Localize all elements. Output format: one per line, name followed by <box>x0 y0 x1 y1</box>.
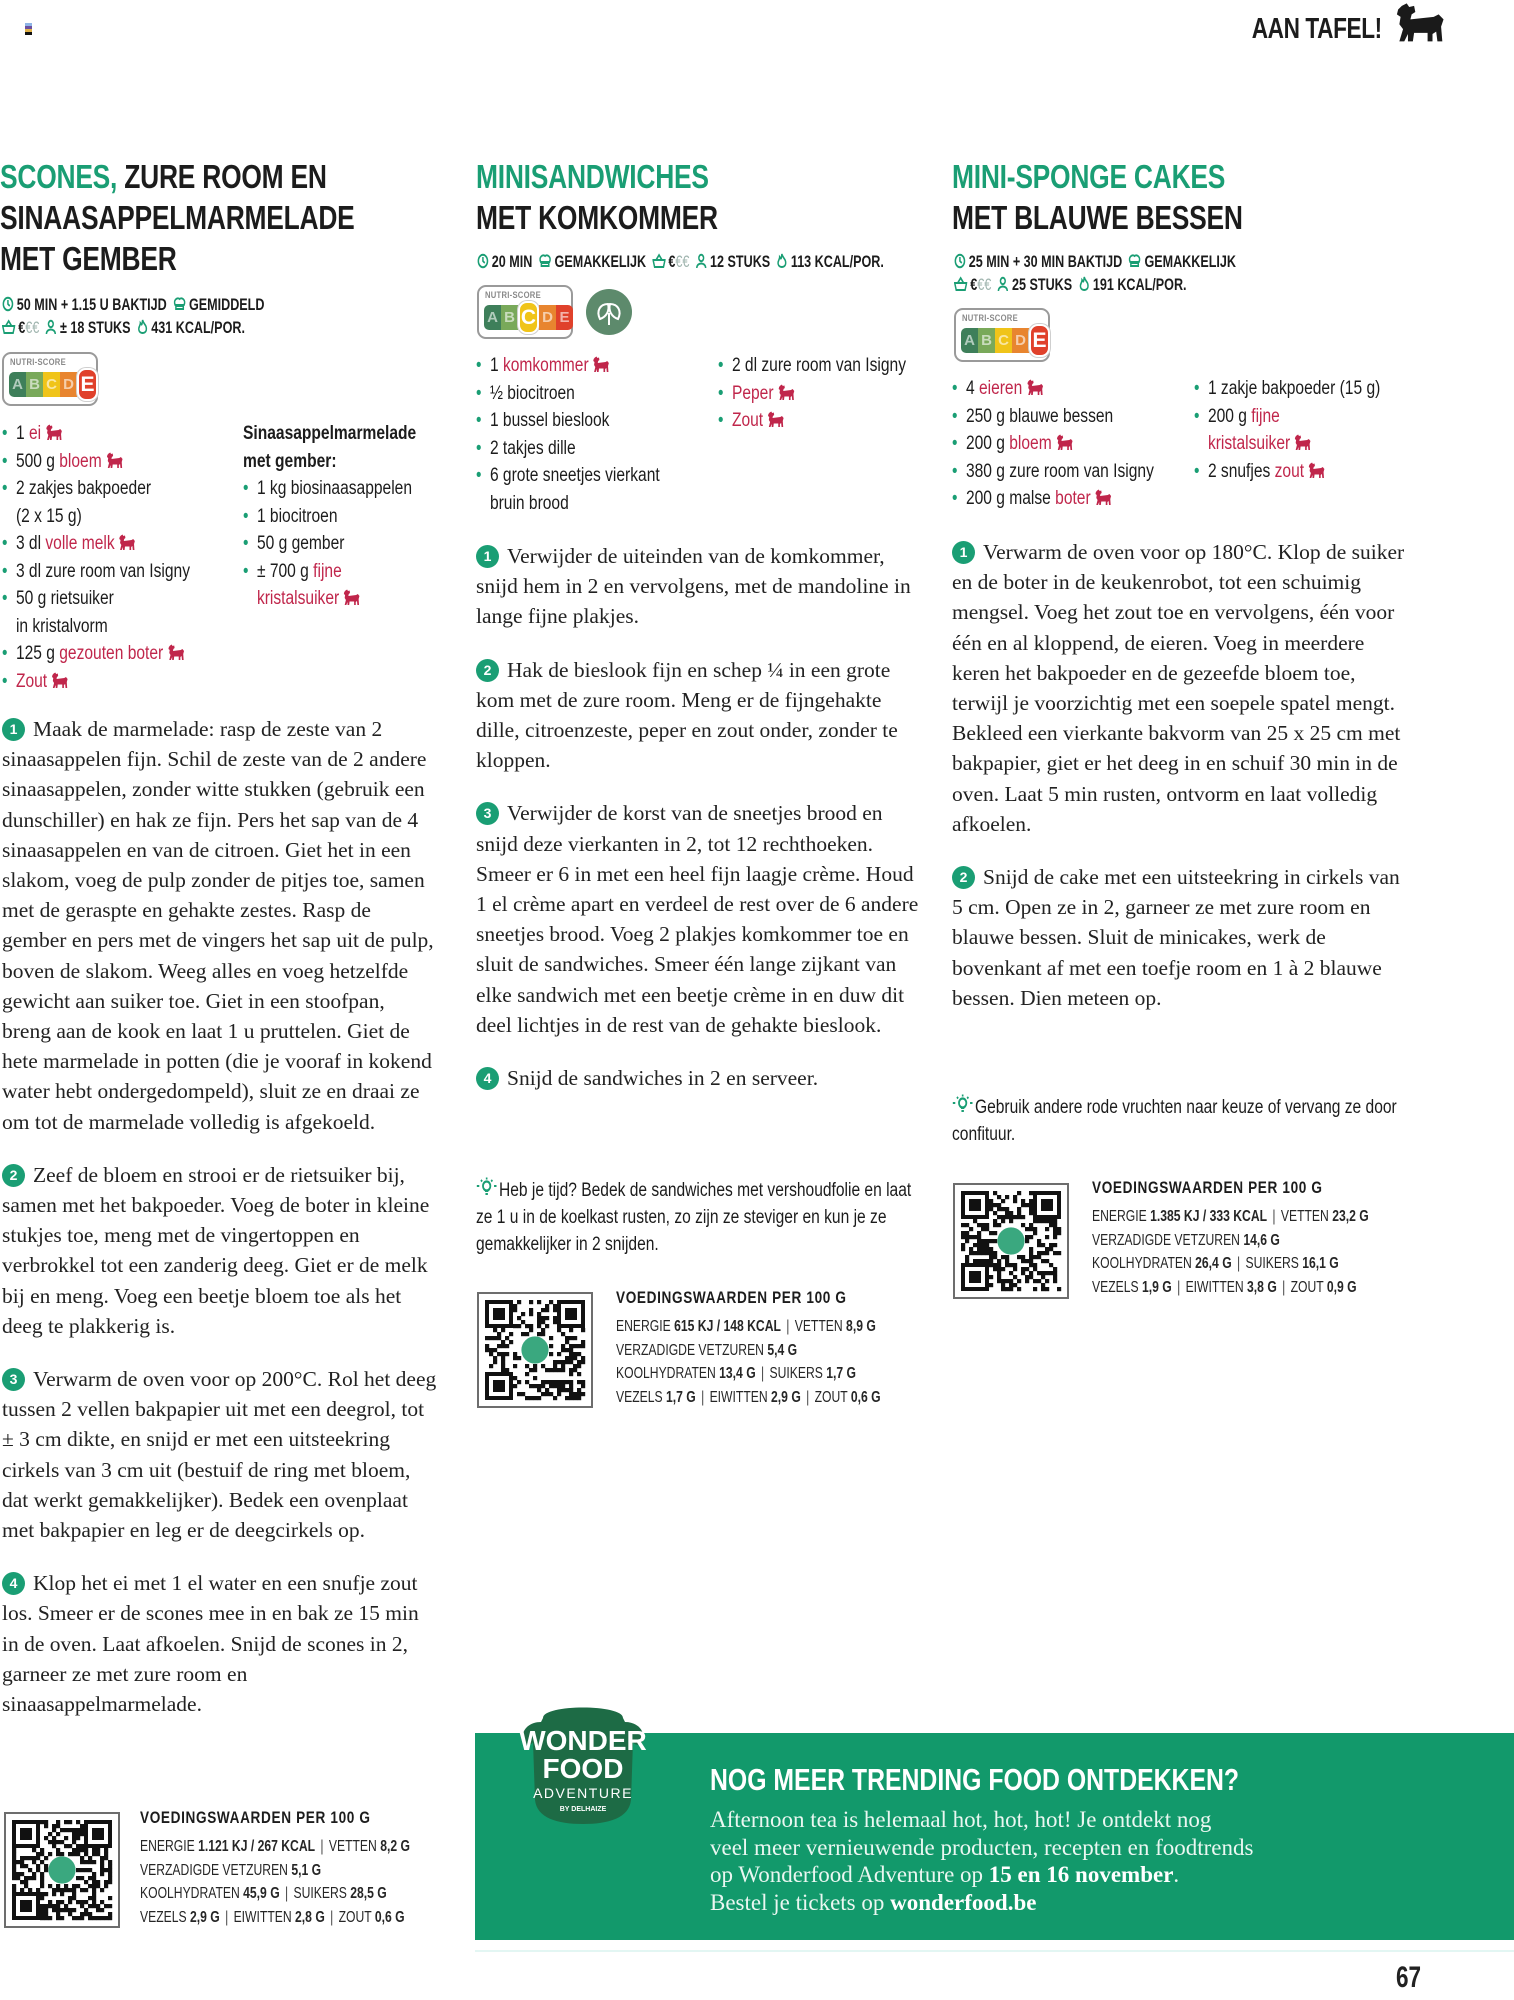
ingredient-item: • 2 dl zure room van Isigny <box>718 352 906 380</box>
delhaize-lion-icon <box>1094 489 1112 506</box>
page-number: 67 <box>1396 1961 1422 1994</box>
subheading: met gember: <box>243 450 337 472</box>
chef-hat-icon <box>173 296 186 312</box>
ingredient-item: kristalsuiker <box>243 585 416 613</box>
ingredient-item: • 1 zakje bakpoeder (15 g) <box>1194 375 1380 403</box>
person-icon <box>45 319 57 335</box>
recipe-step: 2 Hak de bieslook fijn en schep ¼ in een grote kom met de zure room. Meng er de fijngehakte dille, citroenzeste, peper en zout onder, zonder te kloppen. <box>476 657 898 773</box>
nutrition-row: KOOLHYDRATEN 13,4 G | SUIKERS 1,7 G <box>616 1365 856 1382</box>
recipe-2-meta: 20 MIN GEMAKKELIJK €€€ 12 STUKS 113 KCAL/POR. <box>477 250 884 273</box>
basket-icon <box>954 276 967 292</box>
nutri-score-e: E <box>556 305 573 330</box>
ingredient-item: • ± 700 g fijne <box>243 558 416 586</box>
recipe-2-tip: Heb je tijd? Bedek de sandwiches met vershoudfolie en laat ze 1 u in de koelkast rusten, zo zijn ze steviger en kun je ze gemakkelijker in 2 snijden. <box>476 1177 919 1258</box>
nutrition-row: ENERGIE 615 KJ / 148 KCAL | VETTEN 8,9 G <box>616 1318 876 1335</box>
delhaize-lion-icon <box>592 356 610 373</box>
chef-hat-icon <box>538 253 551 269</box>
recipe-step: 2 Snijd de cake met een uitsteekring in cirkels van 5 cm. Open ze in 2, garneer ze met zure room en blauwe bessen. Sluit de minicakes, werk de bovenkant af met een toefje room en 1 à 2 blauwe bessen. Dien meteen op. <box>952 865 1400 1010</box>
qr-code[interactable] <box>4 1812 120 1928</box>
nutri-score-d: D <box>60 372 77 397</box>
recipe-step: 4 Snijd de sandwiches in 2 en serveer. <box>476 1063 921 1093</box>
person-icon <box>695 253 707 269</box>
nutrition-row: VERZADIGDE VETZUREN 14,6 G <box>1092 1231 1280 1249</box>
delhaize-lion-icon <box>50 672 68 689</box>
delhaize-lion-icon <box>44 424 62 441</box>
nutri-score-d: D <box>539 305 556 330</box>
ingredient-item: kristalsuiker <box>1194 430 1380 458</box>
basket-icon <box>2 319 15 335</box>
nutri-score-e: E <box>77 368 98 401</box>
delhaize-lion-icon <box>766 411 784 428</box>
print-color-marks <box>25 23 32 35</box>
nutri-score-c: C <box>995 328 1012 353</box>
step-number-badge: 2 <box>2 1164 25 1187</box>
ingredient-item: • 3 dl zure room van Isigny <box>2 558 190 586</box>
basket-icon <box>652 253 665 269</box>
nutrition-row: VEZELS 2,9 G | EIWITTEN 2,8 G | ZOUT 0,6 G <box>140 1908 405 1926</box>
nutrition-row: ENERGIE 1.121 KJ / 267 KCAL | VETTEN 8,2 G <box>140 1838 410 1855</box>
recipe-step: 1 Verwarm de oven voor op 180°C. Klop de suiker en de boter in de keukenrobot, tot een schuimig mengsel. Voeg het zout toe en vervolgens, één voor één en al kloppend, de eieren. Voeg in meerdere keren het bakpoeder en de gezeefde bloem toe, terwijl je voorzichtig met een soepele spatel mengt. Bekleed een vierkante bakvorm van 25 x 25 cm met bakpapier, giet er het deeg in en schuif 30 min in de oven. Laat 5 min rusten, ontvorm en laat volledig afkoelen. <box>952 540 1405 836</box>
recipe-1-steps <box>2 714 438 1742</box>
ingredient-item: • 4 eieren <box>952 375 1154 403</box>
ingredient-item: • 125 g gezouten boter <box>2 640 190 668</box>
recipe-2-nutrition <box>616 1288 964 1409</box>
nutrition-heading: VOEDINGSWAARDEN PER 100 G <box>1092 1178 1323 1197</box>
step-number-badge: 1 <box>2 718 25 741</box>
wonderfood-adventure-logo[interactable] <box>513 1700 653 1840</box>
ingredient-item: • 500 g bloem <box>2 448 190 476</box>
banner-title: NOG MEER TRENDING FOOD ONTDEKKEN? <box>710 1762 1240 1797</box>
leaf-icon <box>586 289 632 335</box>
recipe-2-ingredients-left <box>476 352 660 517</box>
step-number-badge: 1 <box>476 545 499 568</box>
delhaize-lion-icon <box>1026 379 1044 396</box>
nutri-score-a: A <box>484 305 501 330</box>
recipe-1-meta: 50 MIN + 1.15 U BAKTIJD GEMIDDELD €€€ ± 18 STUKS 431 KCAL/POR. <box>2 293 264 339</box>
step-number-badge: 4 <box>2 1572 25 1595</box>
nutrition-heading: VOEDINGSWAARDEN PER 100 G <box>140 1808 371 1827</box>
recipe-1-ingredients-left <box>2 420 190 695</box>
ingredient-item: • 380 g zure room van Isigny <box>952 458 1154 486</box>
clock-icon <box>954 253 966 269</box>
nutrition-heading: VOEDINGSWAARDEN PER 100 G <box>616 1288 847 1307</box>
nutrition-row: VERZADIGDE VETZUREN 5,1 G <box>140 1861 322 1879</box>
recipe-2-steps <box>476 541 921 1116</box>
step-number-badge: 2 <box>476 659 499 682</box>
delhaize-lion-icon <box>342 589 360 606</box>
recipe-step: 1 Maak de marmelade: rasp de zeste van 2 sinaasappelen fijn. Schil de zeste van de 2 andere sinaasappelen, zonder witte stukken (gebruik een dunschiller) en hak ze fijn. Pers het sap van de 4 sinaasappelen en van de citroen. Giet het in een slakom, voeg de pulp zonder de pitjes toe, samen met de geraspte en gehakte zestes. Rasp de gember en pers met de vingers het sap uit de pulp, boven de slakom. Weeg alles en voeg hetzelfde gewicht aan suiker toe. Giet in een stoofpan, breng aan de kook en laat 1 u pruttelen. Giet de hete marmelade in potten (die je vooraf in kokend water hebt ondergedompeld), sluit ze en draai ze om tot de marmelade volledig is afgekoeld. <box>2 717 434 1134</box>
ingredient-item: bruin brood <box>489 492 569 514</box>
nutri-score-badge: NUTRI-SCORE A B C D E <box>477 285 573 339</box>
nutrition-row: KOOLHYDRATEN 26,4 G | SUIKERS 16,1 G <box>1092 1255 1339 1272</box>
ingredient-item: • 250 g blauwe bessen <box>952 403 1154 431</box>
recipe-3-steps <box>952 537 1407 1036</box>
ingredient-item: • 50 g rietsuiker <box>2 585 190 613</box>
nutri-score-badge: NUTRI-SCORE A B C D E <box>954 308 1050 362</box>
flame-icon <box>776 253 788 269</box>
ingredient-item: • 3 dl volle melk <box>2 530 190 558</box>
step-number-badge: 4 <box>476 1067 499 1090</box>
nutrition-row: KOOLHYDRATEN 45,9 G | SUIKERS 28,5 G <box>140 1885 387 1902</box>
ingredient-item: • 2 takjes dille <box>476 435 660 463</box>
ingredient-item: in kristalvorm <box>15 615 108 637</box>
delhaize-lion-icon <box>1293 434 1311 451</box>
lightbulb-icon <box>952 1094 973 1116</box>
logo-text-food: FOOD <box>542 1753 624 1784</box>
ingredient-item: • Peper <box>718 380 906 408</box>
ingredient-item: • 50 g gember <box>243 530 416 558</box>
wonderfood-link[interactable]: wonderfood.be <box>890 1889 1037 1915</box>
logo-text-adventure: ADVENTURE <box>533 1785 633 1801</box>
flame-icon <box>1078 276 1090 292</box>
ingredient-item: • Zout <box>2 668 190 696</box>
recipe-step: 1 Verwijder de uiteinden van de komkommer, snijd hem in 2 en vervolgens, met de mandoline in lange fijne plakjes. <box>476 544 911 629</box>
delhaize-lion-icon <box>105 452 123 469</box>
recipe-2-title: MINISANDWICHES MET KOMKOMMER <box>476 158 718 236</box>
lightbulb-icon <box>476 1177 497 1199</box>
chef-hat-icon <box>1128 253 1141 269</box>
ingredient-item: • 1 komkommer <box>476 352 660 380</box>
nutri-score-e: E <box>1029 324 1050 357</box>
ingredient-item: • 1 kg biosinaasappelen <box>243 475 416 503</box>
recipe-3-ingredients-right <box>1194 375 1380 485</box>
recipe-3-ingredients-left <box>952 375 1154 513</box>
delhaize-lion-icon <box>777 384 795 401</box>
nutri-score-badge: NUTRI-SCORE A B C D E <box>2 352 98 406</box>
recipe-step: 2 Zeef de bloem en strooi er de rietsuiker bij, samen met het bakpoeder. Voeg de boter in kleine stukjes toe, meng met de vingertoppen en verbrokkel tot een zanderig deeg. Giet er de melk bij en meng. Voeg een beetje bloem toe als het deeg te plakkerig is. <box>2 1162 430 1338</box>
ingredient-item: • 200 g bloem <box>952 430 1154 458</box>
ingredient-item: • 200 g fijne <box>1194 403 1380 431</box>
ingredient-item: • 1 biocitroen <box>243 503 416 531</box>
banner-text: Afternoon tea is helemaal hot, hot, hot! Je ontdekt nog veel meer vernieuwende producten, recepten en foodtrends op Wonderfood Adventure op 15 en 16 november. Bestel je tickets op wonderfood.be <box>710 1807 1254 1915</box>
person-icon <box>997 276 1009 292</box>
delhaize-lion-icon <box>166 644 184 661</box>
delhaize-lion-icon <box>1392 2 1446 44</box>
nutri-score-b: B <box>978 328 995 353</box>
delhaize-lion-icon <box>118 534 136 551</box>
ingredient-item: • 2 snufjes zout <box>1194 458 1380 486</box>
logo-text-by: BY DELHAIZE <box>559 1806 607 1813</box>
nutrition-row: VEZELS 1,7 G | EIWITTEN 2,9 G | ZOUT 0,6 G <box>616 1388 881 1406</box>
step-number-badge: 2 <box>952 866 975 889</box>
nutrition-row: VEZELS 1,9 G | EIWITTEN 3,8 G | ZOUT 0,9 G <box>1092 1278 1357 1296</box>
step-number-badge: 3 <box>2 1368 25 1391</box>
nutrition-row: VERZADIGDE VETZUREN 5,4 G <box>616 1341 798 1359</box>
nutri-score-c: C <box>518 301 539 334</box>
nutri-score-a: A <box>9 372 26 397</box>
ingredient-item: • 1 ei <box>2 420 190 448</box>
nutri-score-c: C <box>43 372 60 397</box>
recipe-3-nutrition <box>1092 1178 1456 1299</box>
step-number-badge: 3 <box>476 802 499 825</box>
recipe-1-nutrition <box>140 1808 495 1929</box>
delhaize-lion-icon <box>1055 434 1073 451</box>
ingredient-item: • 200 g malse boter <box>952 485 1154 513</box>
recipe-step: 4 Klop het ei met 1 el water en een snufje zout los. Smeer er de scones mee in en bak ze 15 min in de oven. Laat afkoelen. Snijd de scones in 2, garneer ze met zure room en sinaasappelmarmelade. <box>2 1571 419 1717</box>
ingredient-item: (2 x 15 g) <box>15 505 82 527</box>
ingredient-item: • ½ biocitroen <box>476 380 660 408</box>
qr-code[interactable] <box>477 1292 593 1408</box>
nutri-score-b: B <box>26 372 43 397</box>
qr-code[interactable] <box>953 1183 1069 1299</box>
recipe-step: 3 Verwarm de oven voor op 200°C. Rol het deeg tussen 2 vellen bakpapier uit met een deegrol, tot ± 3 cm dikte, en snijd er met een uitsteekring cirkels van 3 cm uit (bestuif de ring met bloem, dat werkt gemakkelijker). Bedek een ovenplaat met bakpapier en leg er de deegcirkels op. <box>2 1367 437 1543</box>
recipe-3-title: MINI-SPONGE CAKES MET BLAUWE BESSEN <box>952 158 1243 236</box>
nutri-score-a: A <box>961 328 978 353</box>
recipe-2-ingredients-right <box>718 352 906 435</box>
ingredient-item: • 1 bussel bieslook <box>476 407 660 435</box>
delhaize-lion-icon <box>1307 462 1325 479</box>
clock-icon <box>2 296 14 312</box>
nutrition-row: ENERGIE 1.385 KJ / 333 KCAL | VETTEN 23,2 G <box>1092 1208 1369 1225</box>
divider <box>475 1950 1514 1952</box>
logo-text-wonder: WONDER <box>519 1725 647 1756</box>
subheading: Sinaasappelmarmelade <box>243 423 417 444</box>
clock-icon <box>477 253 489 269</box>
recipe-1-ingredients-right <box>243 420 416 613</box>
flame-icon <box>136 319 148 335</box>
step-number-badge: 1 <box>952 541 975 564</box>
ingredient-item: • Zout <box>718 407 906 435</box>
nutri-score-d: D <box>1012 328 1029 353</box>
ingredient-item: • 2 zakjes bakpoeder <box>2 475 190 503</box>
nutri-score-b: B <box>501 305 518 330</box>
recipe-step: 3 Verwijder de korst van de sneetjes brood en snijd deze vierkanten in 2, tot 12 rechthoeken. Smeer er 6 in met een heel fijn laagje crème. Houd 1 el crème apart en verdeel de rest over de 6 andere sneetjes brood. Voeg 2 plakjes komkommer toe en sluit de sandwiches. Smeer één lange zijkant van elke sandwich met een beetje crème in en duw dit deel lichtjes in de rest van de gehakte bieslook. <box>476 801 919 1037</box>
recipe-3-meta: 25 MIN + 30 MIN BAKTIJD GEMAKKELIJK €€€ 25 STUKS 191 KCAL/POR. <box>954 250 1236 296</box>
ingredient-item: • 6 grote sneetjes vierkant <box>476 462 660 490</box>
recipe-1-title: SCONES, ZURE ROOM EN SINAASAPPELMARMELADE MET GEMBER <box>0 158 355 277</box>
recipe-3-tip: Gebruik andere rode vruchten naar keuze of vervang ze door confituur. <box>952 1094 1399 1148</box>
section-title: AAN TAFEL! <box>1251 13 1382 45</box>
